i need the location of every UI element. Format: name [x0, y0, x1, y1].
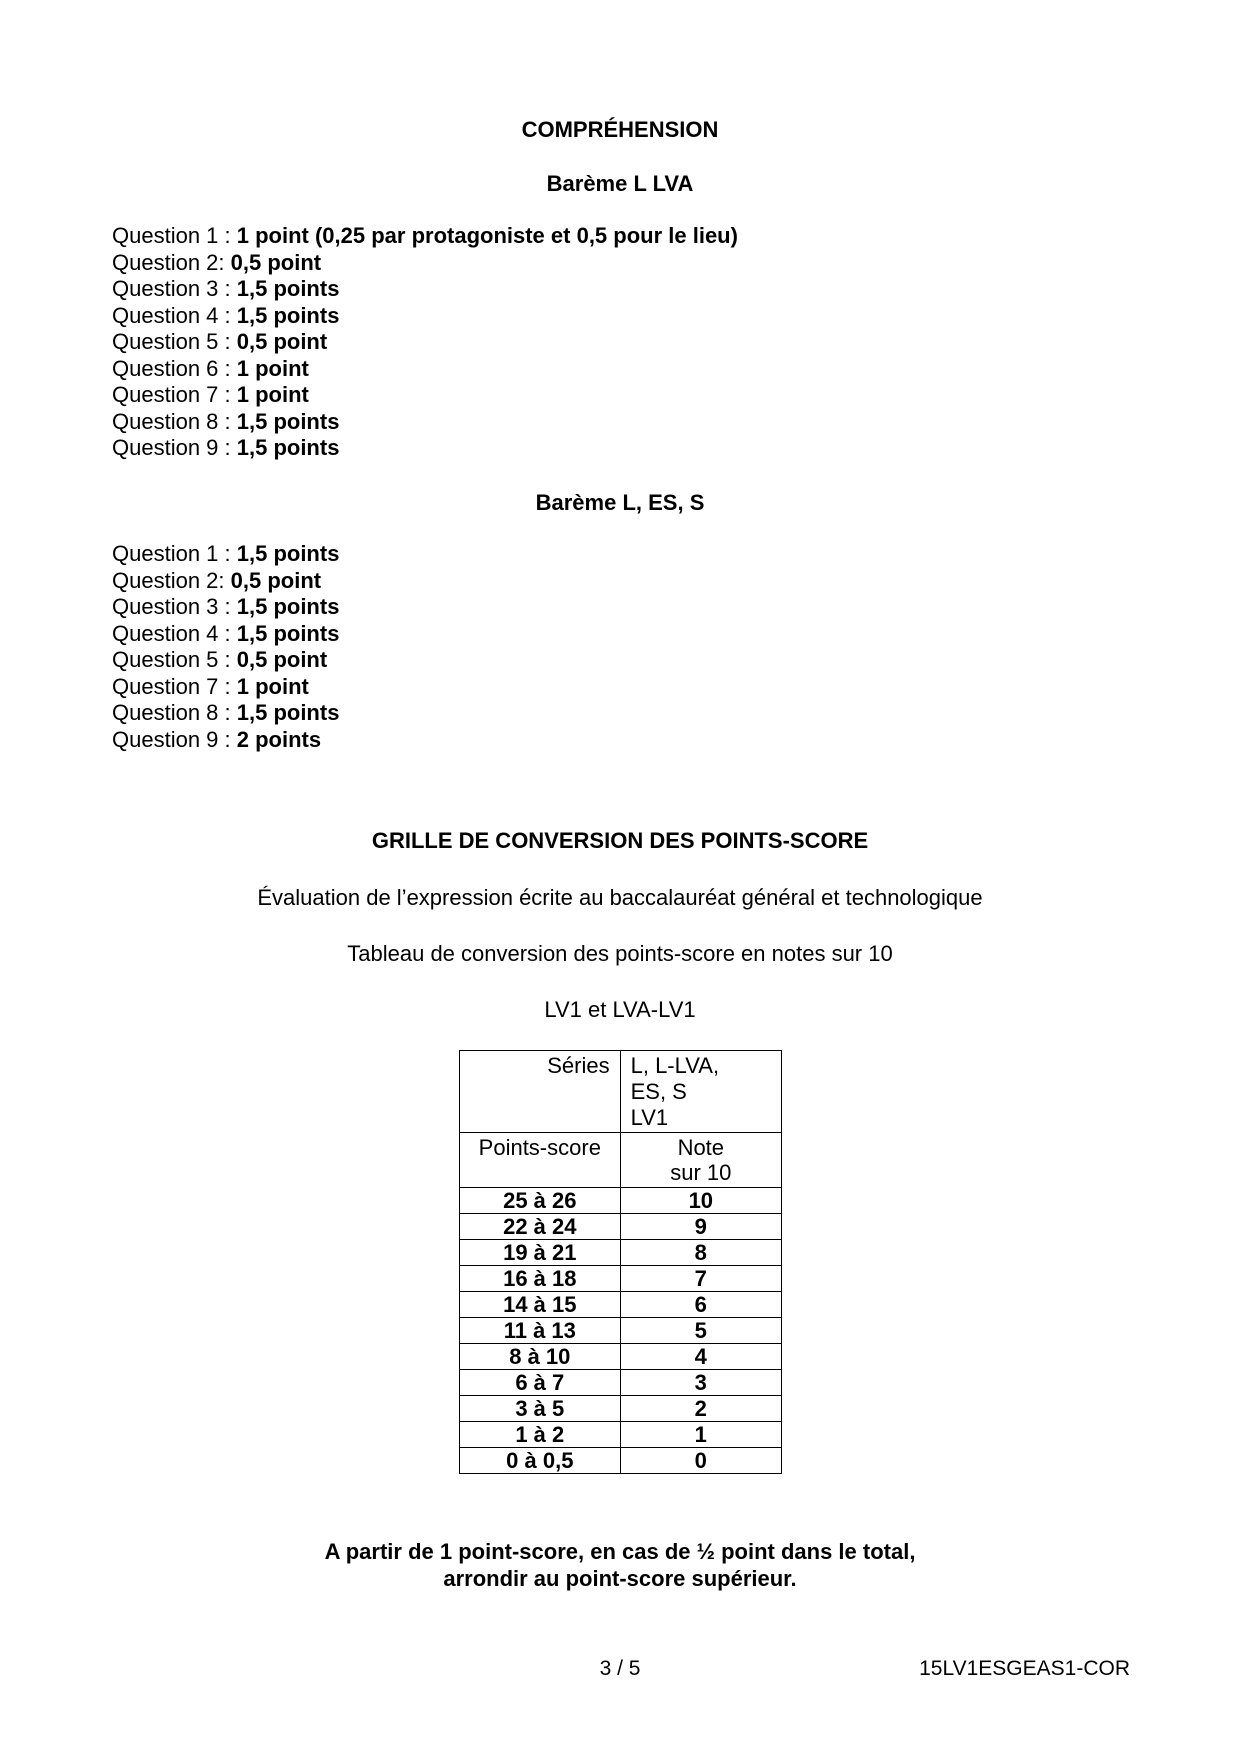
list-item — [112, 303, 738, 330]
conversion-table — [459, 1050, 782, 1474]
question-points: 0,5 point — [236, 329, 328, 354]
series-value: LV1 — [630, 1105, 669, 1130]
list-item — [112, 568, 339, 595]
list-item — [112, 409, 738, 436]
table-row — [460, 1240, 782, 1266]
question-points: 2 points — [236, 726, 322, 752]
points-cell: 3 à 5 — [460, 1396, 621, 1422]
table-row — [460, 1188, 782, 1214]
question-points: 0,5 point — [230, 249, 322, 275]
list-item — [112, 541, 339, 568]
question-points: 0,5 point — [230, 567, 322, 593]
series-value: L, L-LVA, — [630, 1053, 720, 1078]
bareme-les-title: Barème L, ES, S — [535, 490, 705, 515]
series-value: ES, S — [630, 1079, 687, 1104]
question-points: 1,5 points — [236, 541, 340, 566]
table-header-row — [460, 1051, 782, 1133]
list-item — [112, 356, 738, 383]
note-cell: 7 — [620, 1266, 781, 1292]
list-item — [112, 382, 738, 409]
rounding-note — [0, 1538, 1240, 1592]
question-label: Question 4 : — [112, 302, 237, 328]
list-item — [112, 223, 738, 250]
note-cell: 10 — [620, 1188, 781, 1214]
points-cell: 6 à 7 — [460, 1370, 621, 1396]
note-cell: 3 — [620, 1370, 781, 1396]
note-header-line: Note — [677, 1135, 725, 1160]
list-item — [112, 276, 738, 303]
points-cell: 1 à 2 — [460, 1422, 621, 1448]
note-cell: 4 — [620, 1344, 781, 1370]
points-cell: 14 à 15 — [460, 1292, 621, 1318]
question-points: 1,5 points — [236, 408, 340, 434]
note-cell: 8 — [620, 1240, 781, 1266]
list-item — [112, 594, 339, 621]
list-item — [112, 674, 339, 701]
points-cell: 25 à 26 — [460, 1188, 621, 1214]
question-points: 1,5 points — [236, 594, 340, 619]
note-cell: 5 — [620, 1318, 781, 1344]
question-label: Question 3 : — [112, 276, 237, 301]
note-cell: 1 — [620, 1422, 781, 1448]
question-points: 1 point — [236, 673, 309, 699]
points-cell: 11 à 13 — [460, 1318, 621, 1344]
question-label: Question 2: — [112, 249, 231, 275]
table-row — [460, 1214, 782, 1240]
question-label: Question 1 : — [112, 541, 237, 566]
question-label: Question 9 : — [112, 726, 237, 752]
note-header-line: sur 10 — [670, 1160, 732, 1185]
series-values-cell — [620, 1051, 781, 1133]
list-item — [112, 621, 339, 648]
points-cell: 19 à 21 — [460, 1240, 621, 1266]
table-row — [460, 1344, 782, 1370]
table-row — [460, 1422, 782, 1448]
question-label: Question 8 : — [112, 408, 237, 434]
table-row — [460, 1370, 782, 1396]
question-label: Question 9 : — [112, 435, 237, 460]
question-points: 1 point — [236, 355, 309, 381]
question-points: 1,5 points — [236, 302, 340, 328]
table-row — [460, 1266, 782, 1292]
question-points: 1,5 points — [236, 276, 340, 301]
question-label: Question 5 : — [112, 647, 237, 672]
note-cell: 0 — [620, 1448, 781, 1474]
points-header-cell: Points-score — [460, 1133, 621, 1188]
table-header-row — [460, 1133, 782, 1188]
comprehension-title: COMPRÉHENSION — [521, 117, 719, 142]
list-item — [112, 329, 738, 356]
conversion-title: GRILLE DE CONVERSION DES POINTS-SCORE — [371, 828, 869, 853]
question-label: Question 6 : — [112, 355, 237, 381]
table-row — [460, 1318, 782, 1344]
question-points: 1,5 points — [236, 620, 340, 646]
question-label: Question 7 : — [112, 673, 237, 699]
points-cell: 16 à 18 — [460, 1266, 621, 1292]
question-label: Question 5 : — [112, 329, 237, 354]
bareme-les-question-list — [112, 541, 339, 753]
document-code: 15LV1ESGEAS1-COR — [919, 1657, 1130, 1680]
list-item — [112, 647, 339, 674]
question-label: Question 2: — [112, 567, 231, 593]
question-label: Question 3 : — [112, 594, 237, 619]
points-cell: 0 à 0,5 — [460, 1448, 621, 1474]
levels-label: LV1 et LVA-LV1 — [544, 997, 696, 1022]
conversion-subtitle: Évaluation de l’expression écrite au baccalauréat général et technologique — [257, 885, 983, 910]
bareme-lva-title: Barème L LVA — [546, 171, 694, 196]
question-label: Question 1 : — [112, 223, 237, 248]
list-item — [112, 435, 738, 462]
question-points: 1 point (0,25 par protagoniste et 0,5 pour le lieu) — [236, 223, 738, 248]
note-cell: 6 — [620, 1292, 781, 1318]
question-points: 1 point — [236, 382, 309, 407]
note-header-cell — [620, 1133, 781, 1188]
series-label-cell: Séries — [460, 1051, 621, 1133]
rounding-note-line: arrondir au point-score supérieur. — [443, 1566, 797, 1591]
table-row — [460, 1292, 782, 1318]
page-number: 3 / 5 — [599, 1657, 641, 1680]
note-cell: 9 — [620, 1214, 781, 1240]
table-row — [460, 1448, 782, 1474]
question-points: 1,5 points — [236, 700, 340, 725]
points-cell: 22 à 24 — [460, 1214, 621, 1240]
points-cell: 8 à 10 — [460, 1344, 621, 1370]
list-item — [112, 700, 339, 727]
list-item — [112, 727, 339, 754]
note-cell: 2 — [620, 1396, 781, 1422]
question-label: Question 4 : — [112, 620, 237, 646]
question-label: Question 7 : — [112, 382, 237, 407]
bareme-lva-question-list — [112, 223, 738, 462]
question-points: 1,5 points — [236, 435, 340, 460]
question-points: 0,5 point — [236, 647, 328, 672]
table-row — [460, 1396, 782, 1422]
table-caption: Tableau de conversion des points-score en notes sur 10 — [347, 941, 893, 966]
question-label: Question 8 : — [112, 700, 237, 725]
rounding-note-line: A partir de 1 point-score, en cas de ½ point dans le total, — [324, 1539, 916, 1564]
list-item — [112, 250, 738, 277]
